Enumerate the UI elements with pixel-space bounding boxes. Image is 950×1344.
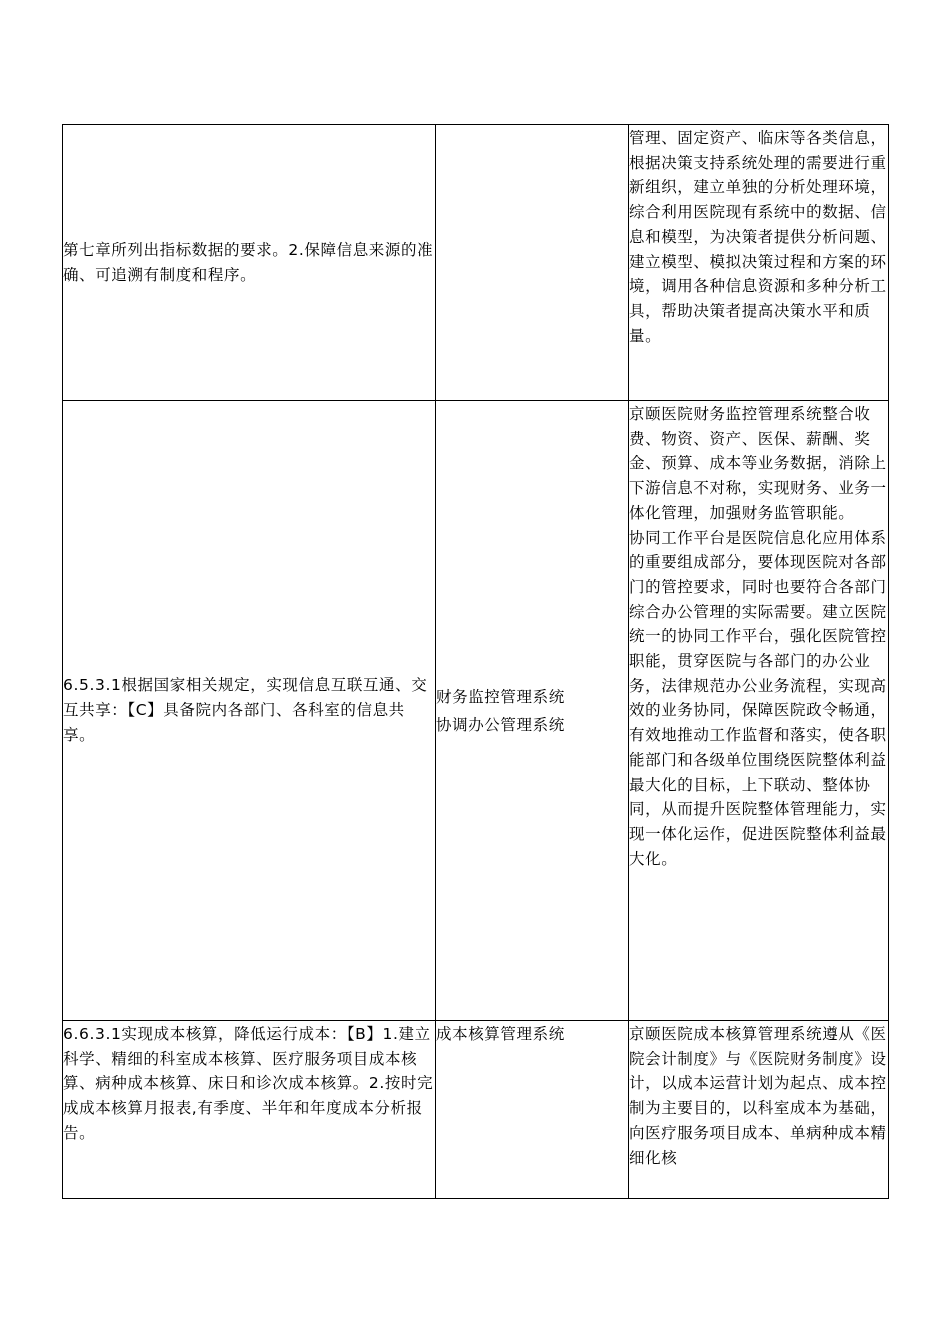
requirement-cell: [63, 1021, 436, 1199]
description-cell: [629, 401, 889, 1021]
requirement-text: 第七章所列出指标数据的要求。2.保障信息来源的准确、可追溯有制度和程序。: [63, 240, 434, 284]
table-row: [63, 401, 889, 1021]
system-text: 财务监控管理系统 协调办公管理系统: [436, 687, 565, 734]
description-paragraph: 管理、固定资产、临床等各类信息，根据决策支持系统处理的需要进行重新组织，建立单独的分析处理环境，综合利用医院现有系统中的数据、信息和模型，为决策者提供分析问题、建立模型、模拟决策过程和方案的环境，调用各种信息资源和多种分析工具，帮助决策者提高决策水平和质量。: [629, 129, 887, 345]
requirement-cell: [63, 125, 436, 401]
system-cell: [436, 401, 629, 1021]
table-row: [63, 1021, 889, 1199]
description-paragraph: 京颐医院成本核算管理系统遵从《医院会计制度》与《医院财务制度》设计，以成本运营计划为起点、成本控制为主要目的，以科室成本为基础，向医疗服务项目成本、单病种成本精细化核: [629, 1025, 887, 1167]
system-cell: [436, 125, 629, 401]
requirement-text: 6.5.3.1根据国家相关规定，实现信息互联互通、交互共享：【C】具备院内各部门、各科室的信息共享。: [63, 676, 428, 744]
requirement-text: 6.6.3.1实现成本核算，降低运行成本：【B】1.建立科学、精细的科室成本核算、医疗服务项目成本核算、病种成本核算、床日和诊次成本核算。2.按时完成成本核算月报表,有季度、半年和年度成本分析报告。: [63, 1025, 434, 1142]
description-paragraph: 协同工作平台是医院信息化应用体系的重要组成部分，要体现医院对各部门的管控要求，同时也要符合各部门综合办公管理的实际需要。建立医院统一的协同工作平台，强化医院管控职能，贯穿医院与各部门的办公业务，法律规范办公业务流程，实现高效的业务协同，保障医院政令畅通，有效地推动工作监督和落实，使各职能部门和各级单位围绕医院整体利益最大化的目标，上下联动、整体协同，从而提升医院整体管理能力，实现一体化运作，促进医院整体利益最大化。: [629, 528, 887, 868]
table-row: [63, 125, 889, 401]
description-cell: [629, 1021, 889, 1199]
system-text: 成本核算管理系统: [436, 1025, 565, 1043]
description-paragraph: 京颐医院财务监控管理系统整合收费、物资、资产、医保、薪酬、奖金、预算、成本等业务数据，消除上下游信息不对称，实现财务、业务一体化管理，加强财务监管职能。: [629, 405, 887, 522]
description-cell: [629, 125, 889, 401]
system-cell: [436, 1021, 629, 1199]
requirement-cell: [63, 401, 436, 1021]
requirements-table: [62, 124, 889, 1199]
